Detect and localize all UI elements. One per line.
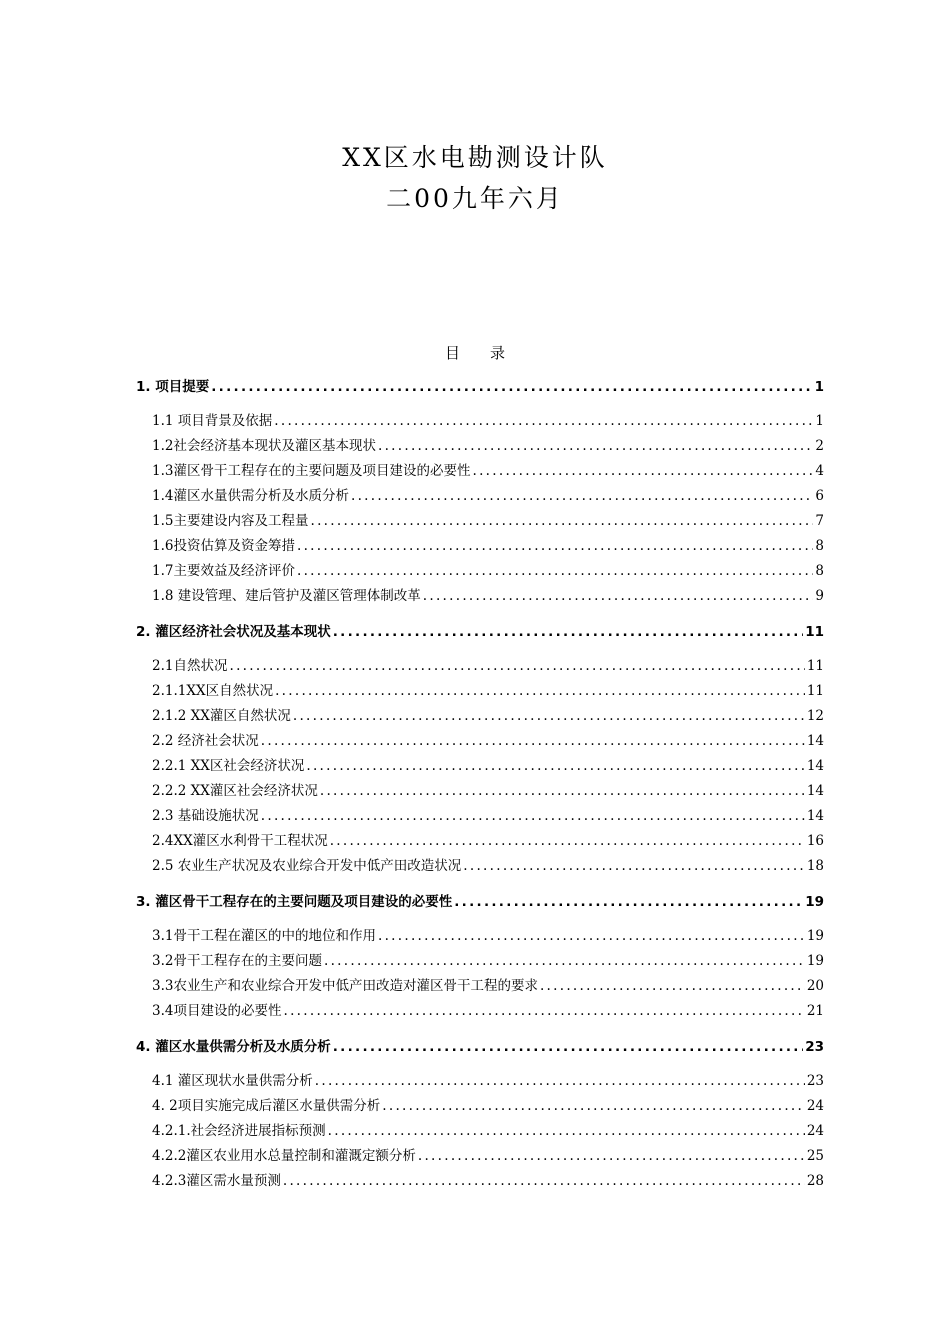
toc-entry-page-number: 25 <box>806 1148 824 1164</box>
toc-subsection-entry[interactable] <box>152 487 824 505</box>
toc-entry-label: 2.2.2 XX灌区社会经济状况 <box>152 783 318 799</box>
toc-leader-dots <box>306 757 804 775</box>
toc-entry-page-number: 11 <box>806 658 824 674</box>
toc-leader-dots <box>378 927 805 945</box>
toc-entry-label: 4.2.3灌区需水量预测 <box>152 1173 281 1189</box>
toc-entry-page-number: 14 <box>806 758 824 774</box>
toc-entry-label: 4. 2项目实施完成后灌区水量供需分析 <box>152 1098 381 1114</box>
toc-entry-page-number: 7 <box>815 513 824 529</box>
toc-leader-dots <box>283 1002 804 1020</box>
toc-entry-label: 1.3灌区骨干工程存在的主要问题及项目建设的必要性 <box>152 463 471 479</box>
toc-entry-label: 2.4XX灌区水利骨干工程状况 <box>152 833 328 849</box>
toc-entry-page-number: 6 <box>815 488 824 504</box>
toc-section-entry[interactable] <box>136 1038 824 1056</box>
toc-entry-page-number: 8 <box>815 563 824 579</box>
toc-subsection-entry[interactable] <box>152 857 824 875</box>
toc-subsection-entry[interactable] <box>152 927 824 945</box>
toc-entry-label: 2.2 经济社会状况 <box>152 733 259 749</box>
toc-subsection-entry[interactable] <box>152 1147 824 1165</box>
toc-subsection-entry[interactable] <box>152 1172 824 1190</box>
toc-leader-dots <box>274 412 813 430</box>
toc-entry-label: 2.5 农业生产状况及农业综合开发中低产田改造状况 <box>152 858 462 874</box>
toc-entry-label: 3. 灌区骨干工程存在的主要问题及项目建设的必要性 <box>136 894 453 910</box>
toc-subsection-entry[interactable] <box>152 952 824 970</box>
toc-entry-label: 2.1.2 XX灌区自然状况 <box>152 708 291 724</box>
toc-entry-page-number: 23 <box>806 1073 824 1089</box>
toc-entry-page-number: 9 <box>815 588 824 604</box>
toc-subsection-entry[interactable] <box>152 807 824 825</box>
toc-entry-label: 3.4项目建设的必要性 <box>152 1003 282 1019</box>
toc-entry-page-number: 18 <box>806 858 824 874</box>
toc-entry-label: 1.2社会经济基本现状及灌区基本现状 <box>152 438 376 454</box>
toc-subsection-entry[interactable] <box>152 412 824 430</box>
toc-entry-label: 4.2.1.社会经济进展指标预测 <box>152 1123 326 1139</box>
toc-section-entry[interactable] <box>136 893 824 911</box>
toc-entry-label: 1.8 建设管理、建后管护及灌区管理体制改革 <box>152 588 421 604</box>
toc-entry-page-number: 8 <box>815 538 824 554</box>
toc-entry-page-number: 12 <box>806 708 824 724</box>
toc-leader-dots <box>472 462 813 480</box>
toc-leader-dots <box>423 587 814 605</box>
toc-leader-dots <box>229 657 804 675</box>
toc-entry-label: 3.1骨干工程在灌区的中的地位和作用 <box>152 928 376 944</box>
toc-entry-label: 2.2.1 XX区社会经济状况 <box>152 758 305 774</box>
toc-leader-dots <box>382 1097 805 1115</box>
toc-subsection-entry[interactable] <box>152 682 824 700</box>
toc-leader-dots <box>211 378 812 396</box>
toc-entry-page-number: 1 <box>815 413 824 429</box>
toc-entry-page-number: 16 <box>806 833 824 849</box>
toc-entry-page-number: 14 <box>806 783 824 799</box>
toc-section-entry[interactable] <box>136 623 824 641</box>
toc-leader-dots <box>320 782 805 800</box>
toc-entry-page-number: 21 <box>806 1003 824 1019</box>
toc-entry-label: 3.2骨干工程存在的主要问题 <box>152 953 322 969</box>
toc-subsection-entry[interactable] <box>152 1002 824 1020</box>
toc-entry-label: 4. 灌区水量供需分析及水质分析 <box>136 1039 331 1055</box>
toc-entry-page-number: 14 <box>806 733 824 749</box>
toc-subsection-entry[interactable] <box>152 657 824 675</box>
toc-entry-label: 4.2.2灌区农业用水总量控制和灌溉定额分析 <box>152 1148 416 1164</box>
toc-leader-dots <box>454 893 803 911</box>
toc-entry-label: 2. 灌区经济社会状况及基本现状 <box>136 624 331 640</box>
toc-entry-label: 1.6投资估算及资金筹措 <box>152 538 295 554</box>
toc-leader-dots <box>463 857 805 875</box>
toc-leader-dots <box>333 1038 803 1056</box>
toc-subsection-entry[interactable] <box>152 782 824 800</box>
toc-leader-dots <box>328 1122 805 1140</box>
toc-leader-dots <box>275 682 805 700</box>
toc-leader-dots <box>540 977 805 995</box>
toc-entry-page-number: 2 <box>815 438 824 454</box>
toc-leader-dots <box>297 537 813 555</box>
toc-subsection-entry[interactable] <box>152 707 824 725</box>
toc-entry-label: 1. 项目提要 <box>136 379 210 395</box>
toc-leader-dots <box>283 1172 805 1190</box>
toc-entry-label: 2.1.1XX区自然状况 <box>152 683 274 699</box>
date-title: 二00九年六月 <box>386 184 564 213</box>
toc-subsection-entry[interactable] <box>152 587 824 605</box>
toc-leader-dots <box>351 487 813 505</box>
toc-entry-label: 1.7主要效益及经济评价 <box>152 563 295 579</box>
toc-entry-page-number: 11 <box>806 683 824 699</box>
toc-leader-dots <box>261 732 805 750</box>
toc-entry-page-number: 19 <box>805 894 824 910</box>
toc-section-entry[interactable] <box>136 378 824 396</box>
toc-entry-label: 4.1 灌区现状水量供需分析 <box>152 1073 313 1089</box>
toc-subsection-entry[interactable] <box>152 462 824 480</box>
toc-entry-label: 2.1自然状况 <box>152 658 228 674</box>
toc-leader-dots <box>297 562 813 580</box>
toc-entry-label: 2.3 基础设施状况 <box>152 808 259 824</box>
toc-leader-dots <box>315 1072 805 1090</box>
toc-subsection-entry[interactable] <box>152 1122 824 1140</box>
toc-subsection-entry[interactable] <box>152 1097 824 1115</box>
toc-leader-dots <box>324 952 805 970</box>
toc-leader-dots <box>333 623 803 641</box>
toc-entry-page-number: 4 <box>815 463 824 479</box>
toc-leader-dots <box>310 512 813 530</box>
toc-entry-page-number: 1 <box>814 379 824 395</box>
toc-entry-page-number: 20 <box>806 978 824 994</box>
toc-subsection-entry[interactable] <box>152 437 824 455</box>
toc-subsection-entry[interactable] <box>152 537 824 555</box>
toc-heading: 目录 <box>444 344 535 362</box>
toc-leader-dots <box>261 807 805 825</box>
toc-entry-page-number: 11 <box>805 624 824 640</box>
toc-leader-dots <box>418 1147 805 1165</box>
toc-subsection-entry[interactable] <box>152 757 824 775</box>
toc-subsection-entry[interactable] <box>152 1072 824 1090</box>
toc-entry-page-number: 28 <box>806 1173 824 1189</box>
toc-entry-label: 1.5主要建设内容及工程量 <box>152 513 309 529</box>
toc-subsection-entry[interactable] <box>152 732 824 750</box>
toc-subsection-entry[interactable] <box>152 562 824 580</box>
toc-entry-label: 1.4灌区水量供需分析及水质分析 <box>152 488 349 504</box>
toc-entry-page-number: 23 <box>805 1039 824 1055</box>
toc-entry-page-number: 24 <box>806 1123 824 1139</box>
toc-subsection-entry[interactable] <box>152 977 824 995</box>
toc-entry-page-number: 19 <box>806 953 824 969</box>
toc-leader-dots <box>330 832 805 850</box>
toc-leader-dots <box>378 437 813 455</box>
toc-entry-label: 1.1 项目背景及依据 <box>152 413 273 429</box>
toc-entry-page-number: 14 <box>806 808 824 824</box>
org-title: XX区水电勘测设计队 <box>342 143 608 172</box>
toc-entry-page-number: 19 <box>806 928 824 944</box>
toc-subsection-entry[interactable] <box>152 512 824 530</box>
toc-entry-label: 3.3农业生产和农业综合开发中低产田改造对灌区骨干工程的要求 <box>152 978 538 994</box>
toc-entry-page-number: 24 <box>806 1098 824 1114</box>
toc-subsection-entry[interactable] <box>152 832 824 850</box>
toc-leader-dots <box>293 707 805 725</box>
